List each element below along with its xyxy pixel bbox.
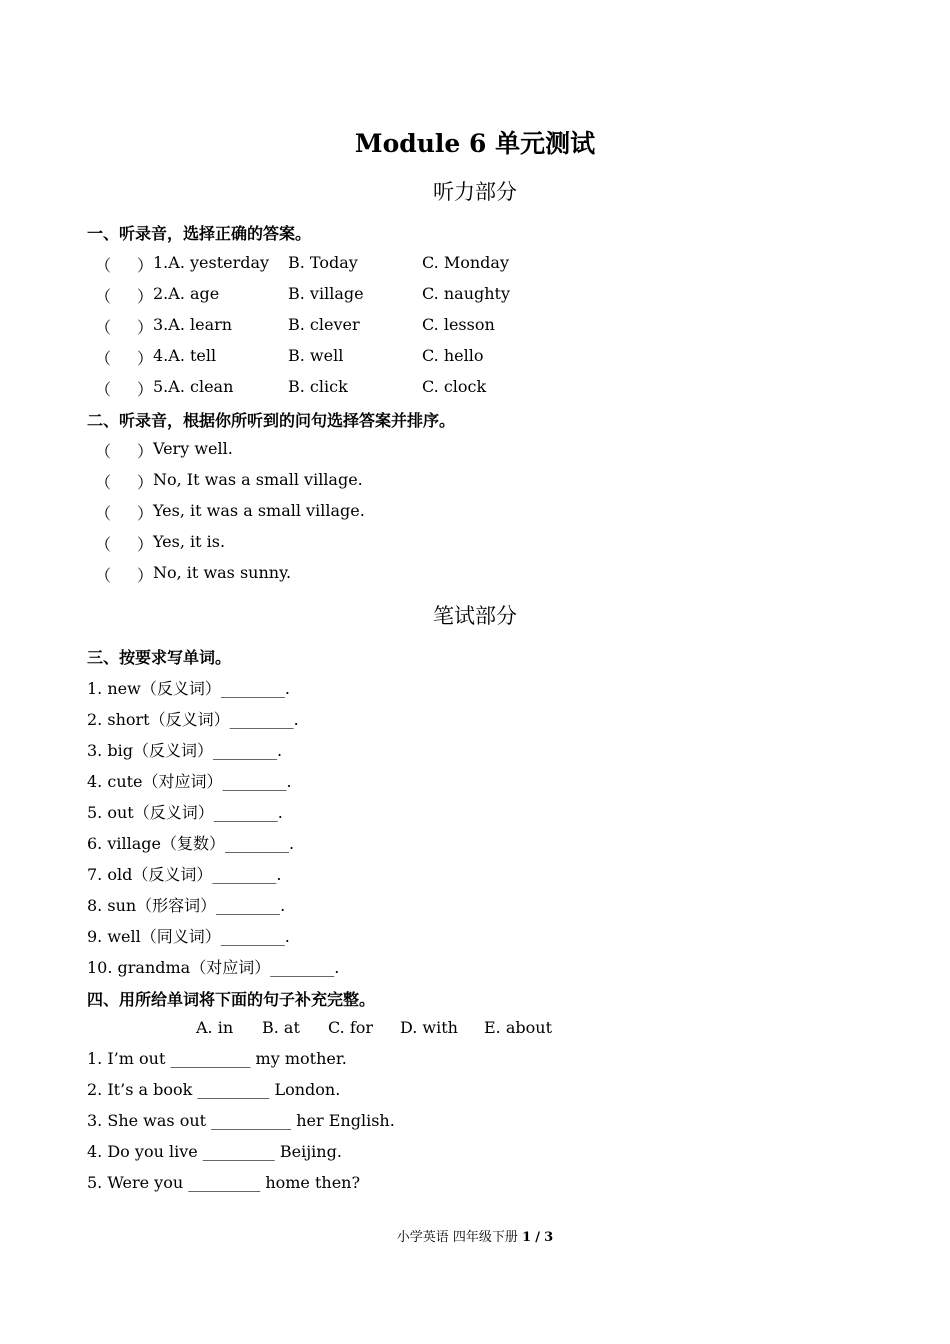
- word-task: 8. sun（形容词）________.: [87, 896, 286, 915]
- page-total: 3: [544, 1230, 554, 1245]
- option-a: 2.A. age: [153, 284, 220, 303]
- option-c: C. lesson: [422, 315, 495, 334]
- fill-in-sentence: 5. Were you _________ home then?: [87, 1173, 361, 1192]
- answer-paren-close: ）: [137, 535, 154, 554]
- answer-paren-close: ）: [137, 473, 154, 492]
- answer-paren-open: （: [95, 380, 112, 399]
- word-option: D. with: [400, 1018, 458, 1037]
- page-title: Module 6 单元测试: [354, 129, 596, 158]
- answer-paren-close: ）: [137, 349, 154, 368]
- page-number: 1: [522, 1230, 532, 1245]
- answer-paren-open: （: [95, 256, 112, 275]
- answer-paren-open: （: [95, 442, 112, 461]
- option-a: 5.A. clean: [153, 377, 234, 396]
- fill-in-sentence: 3. She was out __________ her English.: [87, 1111, 395, 1130]
- option-a: 4.A. tell: [153, 346, 217, 365]
- part4-heading: 四、用所给单词将下面的句子补充完整。: [87, 990, 376, 1009]
- part2-heading: 二、听录音，根据你所听到的问句选择答案并排序。: [87, 411, 456, 430]
- response-text: No, it was sunny.: [153, 563, 292, 582]
- word-task: 7. old（反义词）________.: [87, 865, 282, 884]
- response-text: Very well.: [153, 439, 233, 458]
- answer-paren-close: ）: [137, 318, 154, 337]
- page-footer: [0, 1226, 950, 1245]
- word-task: 2. short（反义词）________.: [87, 710, 299, 729]
- option-c: C. Monday: [422, 253, 509, 272]
- answer-paren-close: ）: [137, 504, 154, 523]
- word-task: 5. out（反义词）________.: [87, 803, 283, 822]
- word-option: E. about: [484, 1018, 552, 1037]
- option-a: 3.A. learn: [153, 315, 233, 334]
- answer-paren-open: （: [95, 318, 112, 337]
- option-c: C. hello: [422, 346, 484, 365]
- option-b: B. well: [288, 346, 344, 365]
- word-task: 1. new（反义词）________.: [87, 679, 290, 698]
- answer-paren-open: （: [95, 504, 112, 523]
- option-b: B. clever: [288, 315, 360, 334]
- fill-in-sentence: 1. I’m out __________ my mother.: [87, 1049, 347, 1068]
- answer-paren-open: （: [95, 349, 112, 368]
- word-option: C. for: [328, 1018, 374, 1037]
- option-c: C. naughty: [422, 284, 511, 303]
- part3-heading: 三、按要求写单词。: [87, 648, 232, 667]
- fill-in-sentence: 2. It’s a book _________ London.: [87, 1080, 341, 1099]
- page-separator: /: [535, 1230, 541, 1245]
- word-task: 4. cute（对应词）________.: [87, 772, 292, 791]
- response-text: Yes, it is.: [153, 532, 226, 551]
- word-option: B. at: [262, 1018, 300, 1037]
- word-task: 6. village（复数）________.: [87, 834, 295, 853]
- written-section-title: 笔试部分: [433, 604, 517, 628]
- answer-paren-close: ）: [137, 566, 154, 585]
- option-a: 1.A. yesterday: [153, 253, 270, 272]
- answer-paren-open: （: [95, 473, 112, 492]
- response-text: No, It was a small village.: [153, 470, 363, 489]
- answer-paren-open: （: [95, 287, 112, 306]
- answer-paren-close: ）: [137, 287, 154, 306]
- option-c: C. clock: [422, 377, 487, 396]
- word-task: 10. grandma（对应词）________.: [87, 958, 340, 977]
- option-b: B. village: [288, 284, 364, 303]
- listening-section-title: 听力部分: [433, 180, 517, 204]
- answer-paren-close: ）: [137, 256, 154, 275]
- answer-paren-close: ）: [137, 380, 154, 399]
- part1-heading: 一、听录音，选择正确的答案。: [87, 224, 312, 243]
- response-text: Yes, it was a small village.: [153, 501, 365, 520]
- answer-paren-open: （: [95, 566, 112, 585]
- option-b: B. Today: [288, 253, 358, 272]
- answer-paren-open: （: [95, 535, 112, 554]
- word-task: 9. well（同义词）________.: [87, 927, 290, 946]
- word-option: A. in: [196, 1018, 234, 1037]
- word-task: 3. big（反义词）________.: [87, 741, 283, 760]
- option-b: B. click: [288, 377, 348, 396]
- fill-in-sentence: 4. Do you live _________ Beijing.: [87, 1142, 342, 1161]
- footer-text: 小学英语 四年级下册: [396, 1230, 518, 1245]
- answer-paren-close: ）: [137, 442, 154, 461]
